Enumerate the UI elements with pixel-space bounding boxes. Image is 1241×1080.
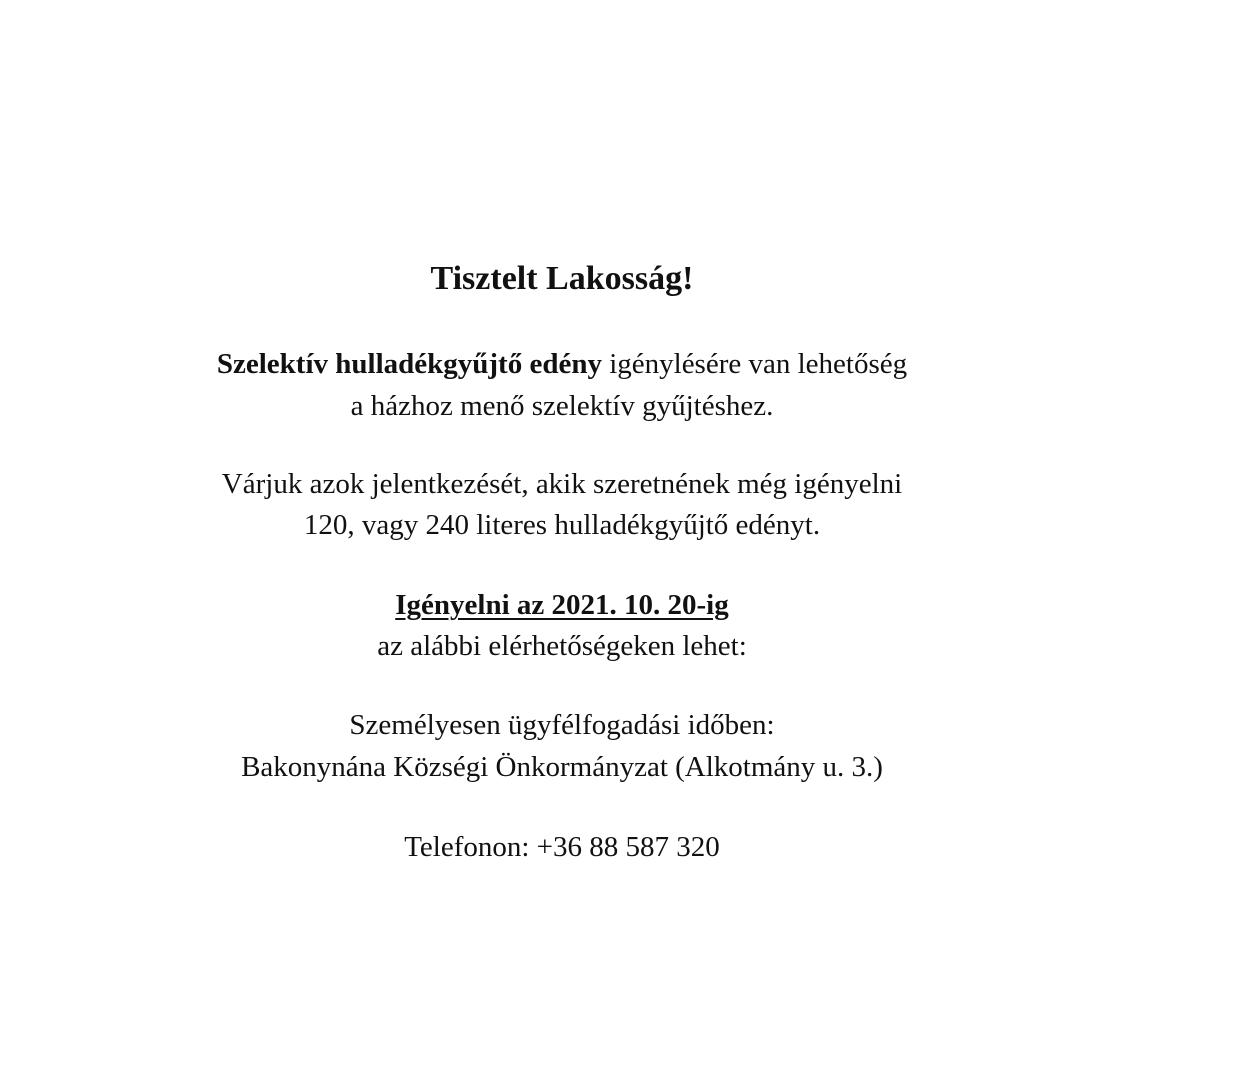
phone-line: Telefonon: +36 88 587 320	[404, 831, 720, 863]
notice-title: Tisztelt Lakosság!	[430, 260, 694, 297]
in-person-address: Bakonynána Községi Önkormányzat (Alkotmány u. 3.)	[241, 751, 883, 783]
deadline-heading-text: Igényelni az 2021. 10. 20-ig	[395, 589, 729, 621]
bin-request-highlight: Szelektív hulladékgyűjtő edény	[216, 348, 602, 380]
paragraph1-line1-rest: igénylésére van lehetőség	[601, 348, 908, 380]
deadline-heading	[0, 587, 1124, 623]
paragraph2-line1: Várjuk azok jelentkezését, akik szeretnének még igényelni	[221, 468, 903, 500]
paragraph1-line2: a házhoz menő szelektív gyűjtéshez.	[350, 390, 774, 422]
in-person-line1: Személyesen ügyfélfogadási időben:	[349, 709, 775, 741]
paragraph2-line2: 120, vagy 240 literes hulladékgyűjtő edényt.	[303, 509, 821, 541]
paragraph1-line1	[0, 346, 1124, 382]
deadline-line2: az alábbi elérhetőségeken lehet:	[377, 630, 747, 662]
